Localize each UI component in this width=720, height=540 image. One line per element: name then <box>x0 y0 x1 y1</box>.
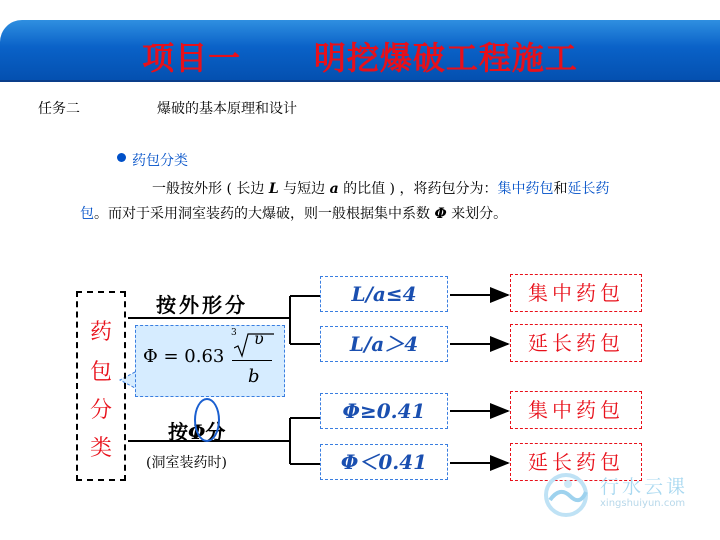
result-box: 延长药包 <box>510 443 642 481</box>
para-text: 和 <box>553 181 568 197</box>
term-concentrated: 集中药包 <box>497 181 554 197</box>
wave-logo-icon <box>540 470 594 520</box>
result-box: 集中药包 <box>510 274 642 312</box>
formula-lhs: Φ = 0.63 <box>143 346 225 367</box>
condition-box: Φ＜0.41 <box>320 444 448 480</box>
var-L: L <box>268 181 279 197</box>
branch-phi-suffix: 分 <box>205 420 226 444</box>
task-label: 任务二 <box>38 101 80 117</box>
condition-box: Φ≥0.41 <box>320 393 448 429</box>
task-name: 爆破的基本原理和设计 <box>157 101 297 117</box>
branch-phi-prefix: 按 <box>168 420 188 444</box>
category-char: 类 <box>89 436 112 461</box>
category-char: 分 <box>89 398 112 423</box>
para-text: 。而对于采用洞室装药的大爆破，则一般根据集中系数 <box>94 206 435 222</box>
category-label-box <box>76 291 126 481</box>
formula-denominator: b <box>248 366 260 387</box>
para-text: 来划分。 <box>446 206 508 222</box>
condition-box: L/a＞4 <box>320 326 448 362</box>
formula-root-index: 3 <box>231 328 237 338</box>
watermark-url: xingshuiyun.com <box>600 498 686 509</box>
para-text: 一般按外形 ( 长边 <box>152 181 269 197</box>
fraction-bar <box>232 360 272 361</box>
page-title: 项目一 明挖爆破工程施工 <box>142 39 578 77</box>
branch-phi-note: (洞室装药时) <box>146 455 227 471</box>
condition-box: L/a≤4 <box>320 276 448 312</box>
term-extended: 延长药包 <box>80 181 610 222</box>
para-text: 的比值 ) ，将药包分为： <box>338 181 498 197</box>
result-box: 延长药包 <box>510 324 642 362</box>
branch-phi-symbol: Φ <box>188 420 206 444</box>
result-box: 集中药包 <box>510 391 642 429</box>
phi-highlight-circle <box>194 398 220 442</box>
formula-numerator: υ <box>254 329 264 348</box>
watermark-logo <box>540 470 710 520</box>
category-char: 包 <box>89 360 112 385</box>
watermark-name: 行水云课 <box>600 476 689 498</box>
category-char: 药 <box>89 320 112 345</box>
section-title: 药包分类 <box>132 153 188 169</box>
var-phi: Φ <box>434 206 447 222</box>
var-a: a <box>329 181 339 197</box>
branch-label-shape: 按外形分 <box>156 293 248 317</box>
formula-box <box>135 325 285 397</box>
para-text: 与短边 <box>278 181 330 197</box>
